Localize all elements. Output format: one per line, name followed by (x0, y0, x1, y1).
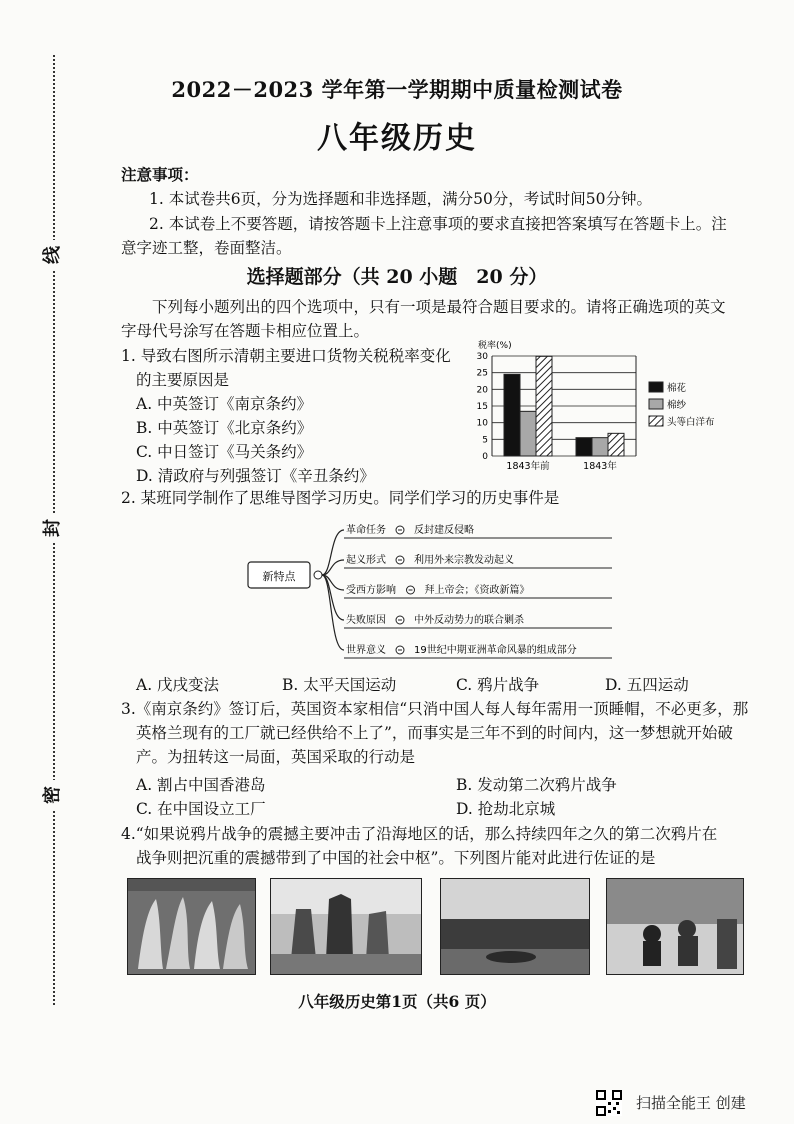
mindmap-branch-content: 利用外来宗教发动起义 (414, 555, 514, 566)
exam-title: 2022－2023 学年第一学期期中质量检测试卷 (171, 77, 623, 102)
qr-code-icon (596, 1090, 622, 1116)
mindmap-branch-content: 拜上帝会；《资政新篇》 (424, 585, 530, 596)
mindmap-branch-content: 中外反动势力的联合剿杀 (414, 615, 524, 626)
chart-bar (536, 356, 552, 456)
notes-item-2: 2. 本试卷上不要答题，请按答题卡上注意事项的要求直接把答案填写在答题卡上。注 (149, 215, 727, 233)
mindmap-center-label: 新特点 (262, 570, 296, 583)
q3-stem-cont-2: 产。为扭转这一局面，英国采取的行动是 (136, 748, 416, 766)
mindmap-branch-label: 失败原因 (346, 615, 386, 626)
chart-ytick-label: 15 (476, 402, 488, 412)
chart-ytick-label: 0 (482, 452, 488, 462)
mindmap-branch-content: 19世纪中期亚洲革命风暴的组成部分 (414, 645, 577, 656)
mindmap-branch-label: 起义形式 (346, 555, 386, 566)
mindmap-node-dot (314, 571, 322, 579)
q3-option-d[interactable]: D. 抢劫北京城 (456, 800, 556, 818)
q3-option-c[interactable]: C. 在中国设立工厂 (136, 800, 266, 818)
chart-legend-label: 头等白洋布 (667, 417, 715, 428)
binding-label-close: 密 (38, 780, 68, 810)
section-title: 选择题部分（共 20 小题 20 分） (246, 266, 548, 288)
photo-ruins (270, 878, 422, 975)
chart-bar (608, 433, 624, 456)
scanner-text: 扫描全能王 创建 (636, 1094, 746, 1112)
chart-bar (520, 411, 536, 456)
chart-legend-swatch (649, 382, 663, 392)
photo-relief (127, 878, 256, 975)
q1-stem-cont: 的主要原因是 (136, 371, 230, 389)
chart-ytick-label: 25 (476, 368, 488, 379)
mindmap-connector (322, 575, 344, 620)
q2-option-c[interactable]: C. 鸦片战争 (456, 676, 540, 694)
chart-legend-label: 棉花 (667, 383, 687, 394)
q1-option-a[interactable]: A. 中英签订《南京条约》 (136, 395, 313, 413)
binding-label-seal: 封 (38, 513, 68, 543)
q4-stem: 4.“如果说鸦片战争的震撼主要冲击了沿海地区的话，那么持续四年之久的第二次鸦片在 (121, 825, 718, 843)
mindmap-branch-label: 世界意义 (346, 645, 386, 656)
chart-bar (576, 438, 592, 456)
chart-ytick-label: 10 (476, 418, 488, 429)
binding-label-line: 线 (38, 240, 68, 270)
mindmap-branch-content: 反封建反侵略 (414, 525, 474, 536)
section-instruction: 下列每小题列出的四个选项中，只有一项是最符合题目要求的。请将正确选项的英文 (152, 298, 726, 316)
q3-option-b[interactable]: B. 发动第二次鸦片战争 (456, 776, 617, 794)
photo-crowd (440, 878, 590, 975)
mind-map (240, 510, 620, 660)
chart-ytick-label: 20 (476, 385, 488, 396)
chart-xtick-label: 1843年 (583, 461, 617, 472)
q3-stem-cont-1: 英格兰现有的工厂就已经供给不上了”，而事实是三年不到的时间内，这一梦想就开始破 (136, 724, 733, 742)
notes-heading: 注意事项： (121, 165, 199, 184)
chart-legend-label: 棉纱 (667, 400, 687, 411)
chart-legend-swatch (649, 416, 663, 426)
mindmap-branch-label: 革命任务 (346, 525, 386, 536)
mindmap-connector (322, 575, 344, 650)
q2-option-a[interactable]: A. 戊戌变法 (136, 676, 220, 694)
notes-item-1: 1. 本试卷共6页，分为选择题和非选择题，满分50分，考试时间50分钟。 (149, 190, 653, 208)
chart-bar (592, 438, 608, 456)
q2-option-d[interactable]: D. 五四运动 (605, 676, 689, 694)
q2-option-b[interactable]: B. 太平天国运动 (282, 676, 397, 694)
section-instruction-cont: 字母代号涂写在答题卡相应位置上。 (121, 322, 370, 340)
chart-ylabel: 税率(%) (478, 341, 512, 351)
q1-option-b[interactable]: B. 中英签订《北京条约》 (136, 419, 313, 437)
q3-stem: 3.《南京条约》签订后，英国资本家相信“只消中国人每人每年需用一顶睡帽，不必更多，那 (121, 700, 749, 718)
chart-bar (504, 374, 520, 456)
chart-ytick-label: 5 (482, 435, 488, 446)
q4-stem-cont: 战争则把沉重的震撼带到了中国的社会中枢”。下列图片能对此进行佐证的是 (136, 849, 656, 867)
mindmap-connector (322, 530, 344, 575)
chart-xtick-label: 1843年前 (506, 461, 550, 472)
page-footer: 八年级历史第1页（共6 页） (298, 992, 496, 1011)
q1-option-d[interactable]: D. 清政府与列强签订《辛丑条约》 (136, 467, 375, 485)
chart-ytick-label: 30 (476, 352, 488, 362)
q2-stem: 2. 某班同学制作了思维导图学习历史。同学们学习的历史事件是 (121, 489, 560, 507)
mindmap-branch-label: 受西方影响 (346, 585, 396, 596)
chart-legend-swatch (649, 399, 663, 409)
exam-subject: 八年级历史 (317, 121, 477, 156)
q1-option-c[interactable]: C. 中日签订《马关条约》 (136, 443, 313, 461)
q3-option-a[interactable]: A. 割占中国香港岛 (136, 776, 266, 794)
photo-street-fight (606, 878, 744, 975)
tariff-bar-chart (466, 338, 746, 478)
notes-item-2-cont: 意字迹工整，卷面整洁。 (121, 239, 292, 257)
q1-stem: 1. 导致右图所示清朝主要进口货物关税税率变化 (121, 347, 451, 365)
